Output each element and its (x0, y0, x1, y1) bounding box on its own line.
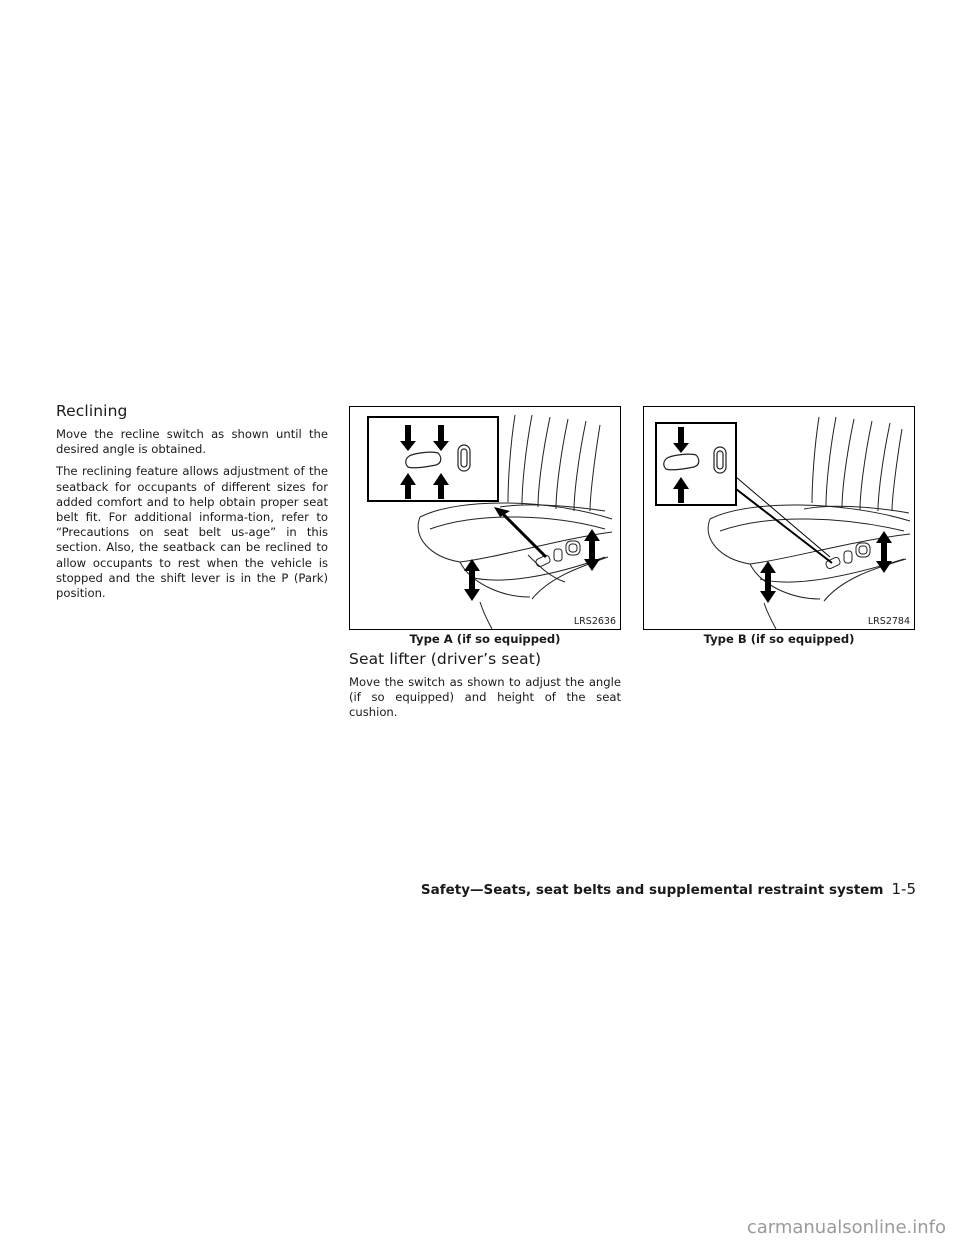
figure-caption-b: Type B (if so equipped) (703, 632, 855, 646)
page-footer (421, 880, 916, 898)
reclining-heading: Reclining (56, 402, 128, 420)
seat-illustration-type-a (350, 407, 620, 629)
figure-id-a: LRS2636 (573, 616, 616, 627)
seat-illustration-type-b (644, 407, 914, 629)
seat-lifter-section (349, 650, 621, 728)
page-number: 1-5 (891, 880, 916, 898)
reclining-paragraph-1: Move the recline switch as shown until the desired angle is obtained. (56, 427, 328, 457)
reclining-section (56, 402, 328, 608)
seat-lifter-paragraph-1: Move the switch as shown to adjust the angle (if so equipped) and height of the seat cushion. (349, 675, 621, 720)
figure-type-b (643, 406, 915, 630)
reclining-paragraph-2: The reclining feature allows adjustment of the seatback for occupants of different sizes for added comfort and to help obtain proper seat belt fit. For additional informa-tion, refer to “Precautions on seat belt us-age” in this section. Also, the seatback can be reclined to allow occupants to rest when the vehicle is stopped and the shift lever is in the P (Park) position. (56, 464, 328, 601)
figure-caption-a: Type A (if so equipped) (409, 632, 561, 646)
seat-lifter-heading: Seat lifter (driver’s seat) (349, 650, 542, 668)
figure-type-a (349, 406, 621, 630)
watermark[interactable]: carmanualsonline.info (746, 1217, 946, 1238)
footer-section-title: Safety—Seats, seat belts and supplemental restraint system (420, 882, 884, 898)
figure-id-b: LRS2784 (867, 616, 910, 627)
